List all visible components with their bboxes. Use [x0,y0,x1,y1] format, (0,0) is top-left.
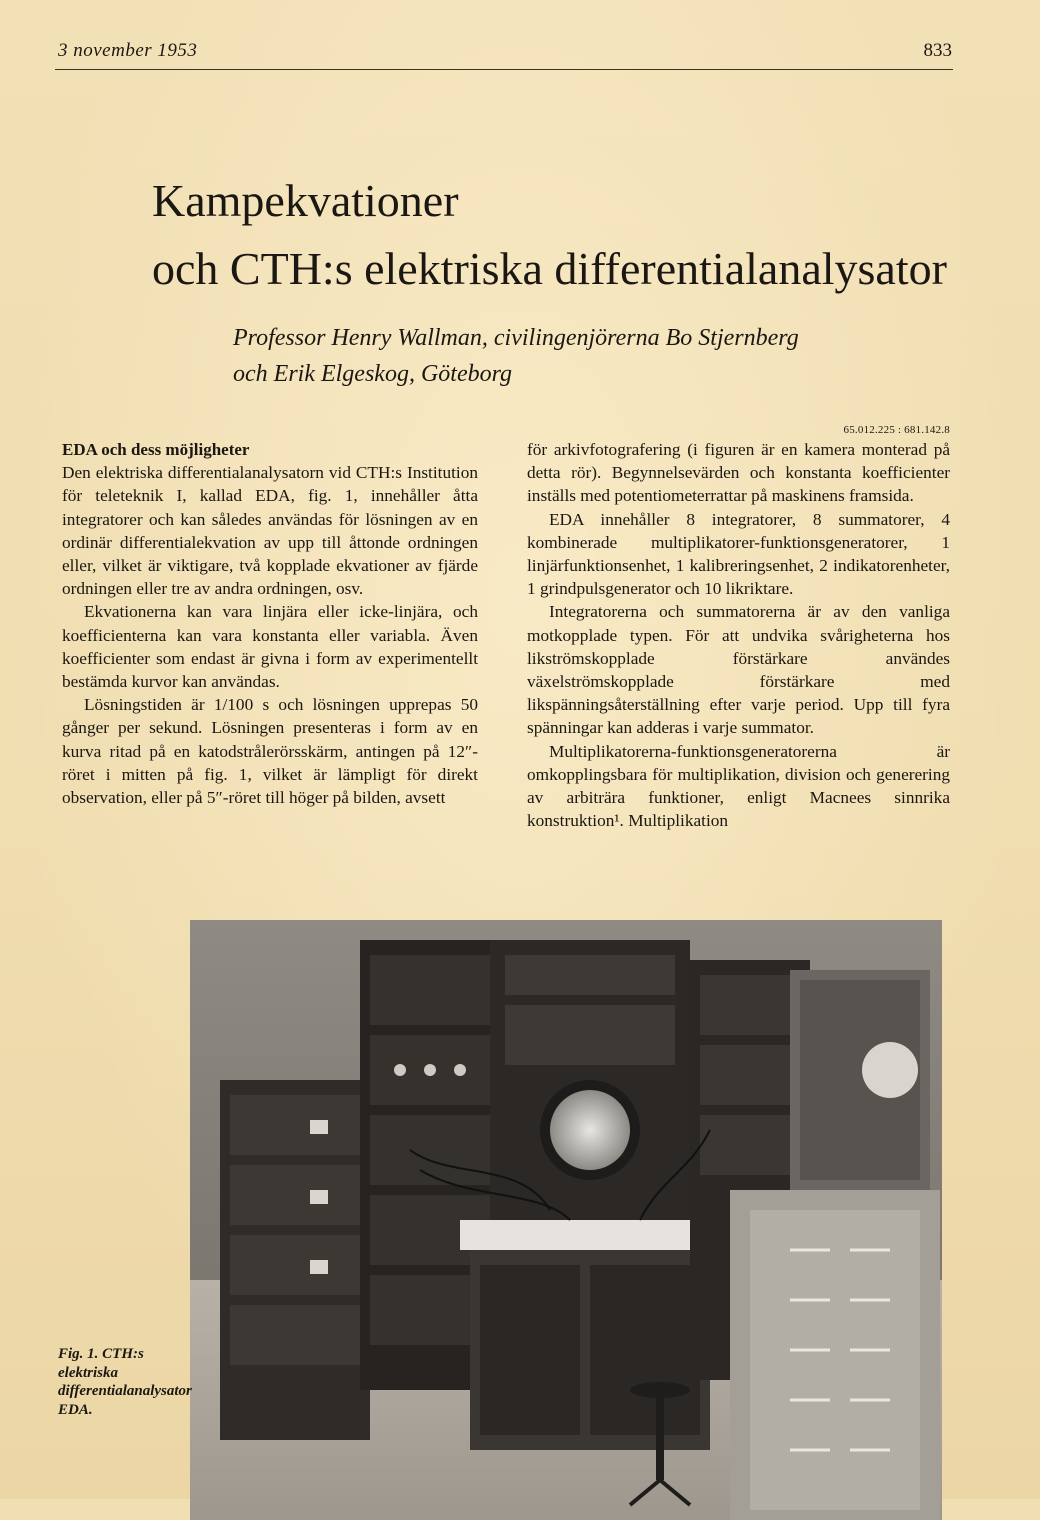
right-console [730,1190,940,1520]
paragraph: Lösningstiden är 1/100 s och lösningen upprepas 50 gånger per sekund. Lösningen presenteras i form av en kurva ritad på en katodstrålerörsskärm, antingen på 12″-röret i mitten på fig. 1, vilket är lämpligt för direkt observation, eller på 5″-röret till höger på bilden, avsett [62,695,478,808]
author-line-1: Professor Henry Wallman, civilingenjörerna Bo Stjernberg [233,325,799,351]
paragraph: Integratorerna och summatorerna är av den vanliga motkopplade typen. För att undvika svårigheterna hos likströmskopplade förstärkare användes växelströmskopplade förstärkare med likspänningsåterställning efter varje period. Upp till fyra spänningar kan adderas i varje summator. [527,602,950,738]
udc-classification: 65.012.225 : 681.142.8 [843,424,950,436]
article-title-line-2: och CTH:s elektriska differentialanalysator [152,243,947,294]
article-title-line-1: Kampekvationer [152,175,459,226]
analyzer-photo-illustration [190,920,942,1520]
figure-caption: Fig. 1. CTH:s elektriska differentialanalysator EDA. [58,1346,192,1418]
author-line-2: och Erik Elgeskog, Göteborg [233,361,513,387]
right-column [527,438,950,832]
crt-screen [550,1090,630,1170]
camera-scope [862,1042,918,1098]
paragraph: Ekvationerna kan vara linjära eller icke-linjära, och koefficienterna kan vara konstanta eller variabla. Även koefficienter som endast är givna i form av experimentellt bestämda kurvor kan användas. [62,602,478,692]
header-date: 3 november 1953 [58,40,198,61]
left-column [62,438,478,809]
paragraph: för arkivfotografering (i figuren är en kamera monterad på detta rör). Begynnelsevärden och konstanta koefficienter inställs med potentiometerrattar på maskinens framsida. [527,440,950,506]
paragraph: Den elektriska differentialanalysatorn vid CTH:s Institution för teleteknik I, kallad EDA, fig. 1, innehåller åtta integratorer och kan således användas för lösningen av en ordinär differentialekvation av upp till åttonde ordningen eller, vilket är viktigare, två kopplade ekvationer av fjärde ordningen eller tre av andra ordningen, osv. [62,463,478,599]
figure-photograph [190,920,942,1520]
left-rack [220,1080,370,1440]
center-rack [490,940,690,1240]
paragraph: EDA innehåller 8 integratorer, 8 summatorer, 4 kombinerade multiplikatorer-funktionsgeneratorer, 1 linjärfunktionsenhet, 1 kalibreringsenhet, 2 indikatorenheter, 1 grindpulsgenerator och 10 likriktare. [527,509,950,599]
operator-desk [460,1220,720,1450]
header-rule [55,69,953,70]
page-number: 833 [923,40,952,61]
author-byline [233,320,799,392]
paragraph: Multiplikatorerna-funktionsgeneratorerna är omkopplingsbara för multiplikation, division och generering av arbiträra funktioner, enligt Macnees sinnrika konstruktion¹. Multiplikation [527,741,950,831]
section-heading: EDA och dess möjligheter [62,440,250,459]
